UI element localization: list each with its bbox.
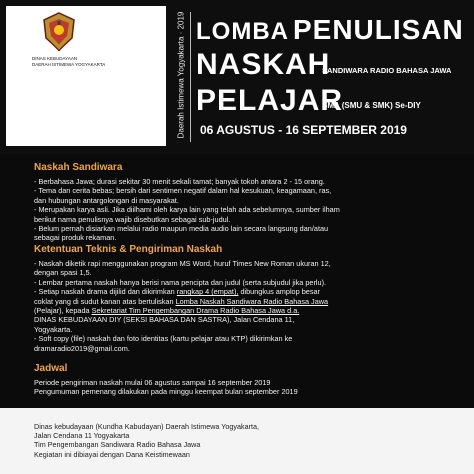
- section-ketentuan-heading: Ketentuan Teknis & Pengiriman Naskah: [34, 244, 223, 255]
- poster-body: [0, 154, 474, 408]
- section-naskah-text: [34, 177, 446, 243]
- list-item: - Lembar pertama naskah hanya berisi nama pencipta dan judul (serta subjudul jika perlu).: [34, 277, 327, 287]
- title-lomba: LOMBA: [196, 18, 289, 45]
- vertical-caption-text: Daerah Istimewa Yogyakarta · 2019: [176, 11, 186, 139]
- list-item: sebagai produk rekaman.: [34, 233, 117, 243]
- logo-text: [32, 56, 162, 68]
- title-sub-sma: SMA (SMU & SMK) Se-DIY: [322, 101, 421, 110]
- list-item: Pengumuman pemenang dilakukan pada minggu keempat bulan september 2019: [34, 387, 298, 397]
- title-line-1: [196, 14, 464, 46]
- section-naskah-heading: Naskah Sandiwara: [34, 162, 123, 173]
- divider-line: [190, 12, 191, 142]
- list-item: - Tema dan cerita bebas; bersih dari sentimen negatif dalam hal kesukuan, keagamaan, ras,: [34, 186, 332, 196]
- text-span: - Setiap naskah drama dijilid dan dikirimkan: [34, 287, 177, 297]
- list-item: [34, 287, 446, 296]
- section-jadwal-heading: Jadwal: [34, 363, 68, 374]
- footer-text: [34, 422, 446, 459]
- text-span: (Pelajar), kepada: [34, 306, 92, 316]
- text-span: coklat yang di sudut kanan atas bertuliskan: [34, 296, 176, 306]
- footer-line: Jalan Cendana 11 Yogyakarta: [34, 431, 130, 441]
- logo-panel: [6, 6, 166, 146]
- footer-line: Dinas kebudayaan (Kundha Kabudayan) Daerah Istimewa Yogyakarta,: [34, 422, 259, 431]
- poster-header: [0, 0, 474, 154]
- vertical-caption: [174, 10, 188, 140]
- logo-line-2: DAERAH ISTIMEWA YOGYAKARTA: [32, 62, 106, 67]
- list-item: Periode pengiriman naskah mulai 06 agustus sampai 16 september 2019: [34, 378, 271, 387]
- title-pelajar: PELAJAR: [196, 84, 344, 117]
- list-item: - Belum pernah disiarkan melalui radio maupun media audio lain secara langsung dan/atau: [34, 224, 329, 234]
- list-item: - Naskah diketik rapi menggunakan program MS Word, huruf Times New Roman ukuran 12,: [34, 259, 331, 268]
- list-item: berikut nama penulisnya wajib disebutkan sebagai sub-judul.: [34, 214, 231, 224]
- title-penulisan: PENULISAN: [292, 14, 464, 45]
- list-item: dan hubungan antargolongan di masyarakat.: [34, 195, 179, 205]
- footer-line: Kegiatan ini dibiayai dengan Dana Keistimewaan: [34, 449, 190, 459]
- text-underlined: rangkap 4 (empat),: [176, 287, 239, 297]
- title-sub-sandiwara: SANDIWARA RADIO BAHASA JAWA: [322, 66, 452, 75]
- text-underlined: Lomba Naskah Sandiwara Radio Bahasa Jawa: [175, 296, 329, 306]
- email-link[interactable]: dramaradio2019@gmail.com.: [34, 343, 130, 353]
- title-naskah: NASKAH: [196, 48, 331, 81]
- list-item: DINAS KEBUDAYAAN DIY (SEKSI BAHASA DAN SASTRA), Jalan Cendana 11,: [34, 315, 295, 325]
- text-span: dibungkus amplop besar: [238, 287, 320, 297]
- section-ketentuan-text: [34, 259, 446, 353]
- list-item: - Soft copy (file) naskah dan foto identitas (kartu pelajar atau KTP) dikirimkan ke: [34, 334, 293, 344]
- list-item: [34, 297, 446, 306]
- logo-line-1: DINAS KEBUDAYAAN: [32, 56, 78, 61]
- list-item: - Merupakan karya asli. Jika diilhami oleh karya lain yang telah ada sebelumnya, sumber ilham: [34, 205, 340, 215]
- list-item: Yogyakarta.: [34, 324, 73, 334]
- list-item: [34, 306, 446, 315]
- crest-icon: [42, 12, 76, 52]
- text-underlined: Sekretariat Tim Pengembangan Drama Radio Bahasa Jawa d.a.: [91, 306, 300, 316]
- poster-footer: [0, 408, 474, 474]
- footer-line: Tim Pengembangan Sandiwara Radio Bahasa Jawa: [34, 440, 201, 450]
- event-date: 06 AGUSTUS - 16 SEPTEMBER 2019: [200, 123, 407, 137]
- list-item: dengan spasi 1,5.: [34, 268, 92, 278]
- section-jadwal-text: [34, 378, 446, 397]
- list-item: - Berbahasa Jawa; durasi sekitar 30 menit sekali tamat; banyak tokoh antara 2 - 15 orang.: [34, 177, 325, 186]
